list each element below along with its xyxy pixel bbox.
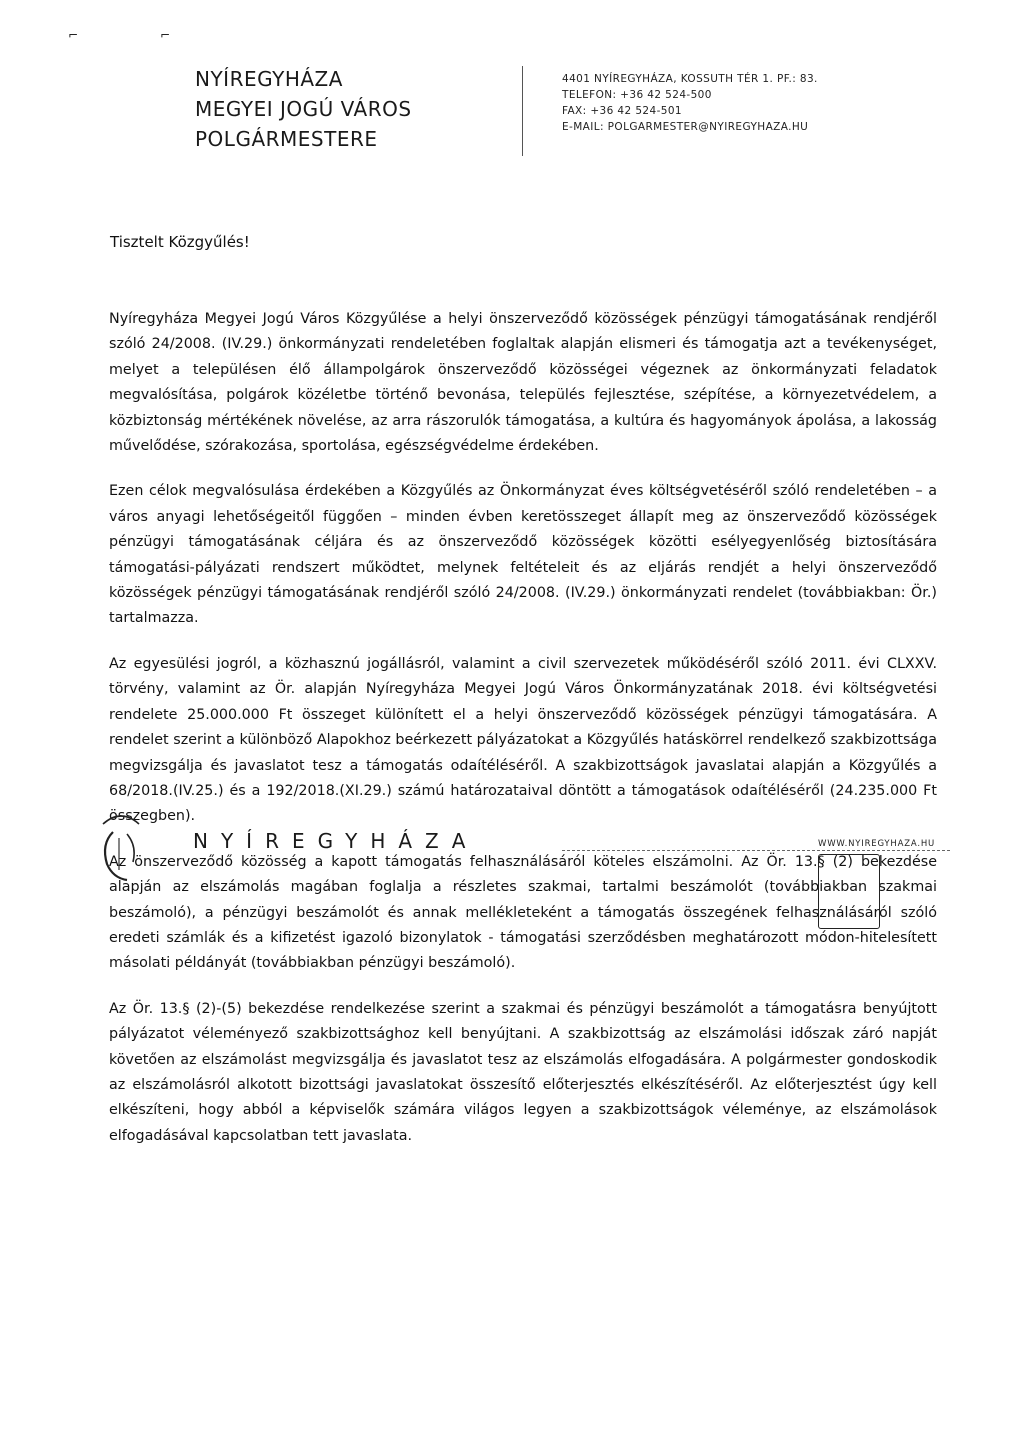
city-name-logo-text: NYÍREGYHÁZA	[193, 829, 479, 853]
office-name-line: MEGYEI JOGÚ VÁROS	[195, 97, 412, 121]
salutation: Tisztelt Közgyűlés!	[110, 233, 250, 251]
scan-mark: ⌐	[160, 28, 171, 42]
paragraph: Nyíregyháza Megyei Jogú Város Közgyűlése a helyi önszerveződő közösségek pénzügyi támogatásának rendjéről szóló 24/2008. (IV.29.) önkormányzati rendeletében foglaltak alapján elismeri és támogatja azt a tevékenységet, melyet a településen élő állampolgárok önszerveződő közösségei végeznek az önkormányzati feladatok megvalósítása, polgárok közéletbe történő bevonása, település fejlesztése, szépítése, a környezetvédelem, a közbiztonság mértékének növelése, az arra rászorulók támogatása, a kultúra és hagyományok ápolása, a lakosság művelődése, szórakozása, sportolása, egészségvédelme érdekében.	[109, 311, 937, 455]
paragraph: Az Ör. 13.§ (2)-(5) bekezdése rendelkezése szerint a szakmai és pénzügyi beszámolót a támogatásra benyújtott pályázatot véleményező szakbizottsághoz kell benyújtani. A szakbizottság az elszámolási időszak záró napját követően az elszámolást megvizsgálja és javaslatot tesz az elszámolás elfogadására. A polgármester gondoskodik az elszámolásról alkotott bizottsági javaslatokat összesítő előterjesztés elkészítéséről. Az előterjesztést úgy kell elkészíteni, hogy abból a képviselők számára világos legyen a szakbizottságok véleménye, az elszámolások elfogadásával kapcsolatban tett javaslata.	[109, 1000, 937, 1144]
contact-phone: TELEFON: +36 42 524-500	[562, 89, 712, 101]
letter-body	[109, 307, 937, 1169]
website-url: WWW.NYIREGYHAZA.HU	[818, 839, 936, 849]
contact-address: 4401 NYÍREGYHÁZA, KOSSUTH TÉR 1. PF.: 83.	[562, 73, 818, 85]
paragraph: Az önszerveződő közösség a kapott támogatás felhasználásáról köteles elszámolni. Az Ör. 13.§ (2) bekezdése alapján az elszámolás magában foglalja a részletes szakmai, tartalmi beszámolót (továbbiakban szakmai beszámoló), a pénzügyi beszámolót és annak mellékleteként a támogatás összegének felhasználásáról szóló eredeti számlák és a kifizetést igazoló bizonylatok - támogatási szerződésben meghatározott módon-hitelesített másolati példányát (továbbiakban pénzügyi beszámoló).	[109, 853, 937, 972]
contact-block	[562, 71, 818, 135]
header-divider	[522, 66, 523, 156]
scan-mark: ⌐	[68, 28, 79, 42]
city-logo-icon	[93, 804, 149, 882]
office-name-line: POLGÁRMESTERE	[195, 127, 378, 151]
footer-rule	[562, 850, 950, 852]
contact-fax: FAX: +36 42 524-501	[562, 105, 682, 117]
stamp-box	[818, 854, 880, 929]
paragraph: Az egyesülési jogról, a közhasznú jogállásról, valamint a civil szervezetek működéséről szóló 2011. évi CLXXV. törvény, valamint az Ör. alapján Nyíregyháza Megyei Jogú Város Önkormányzatának 2018. évi költségvetési rendelete 25.000.000 Ft összeget különített el a helyi önszerveződő közösségek pénzügyi támogatására. A rendelet szerint a különböző Alapokhoz beérkezett pályázatokat a Közgyűlés hatáskörrel rendelkező szakbizottsága megvizsgálja és javaslatot tesz a támogatás odaítéléséről. A szakbizottságok javaslatai alapján a Közgyűlés a 68/2018.(IV.25.) és a 192/2018.(XI.29.) számú határozataival döntött a támogatások odaítéléséről (24.235.000 Ft összegben).	[109, 655, 937, 825]
office-name	[195, 64, 412, 154]
paragraph: Ezen célok megvalósulása érdekében a Közgyűlés az Önkormányzat éves költségvetéséről szóló rendeletében – a város anyagi lehetőségeitől függően – minden évben keretösszeget állapít meg az önszerveződő közösségek pénzügyi támogatásának céljára és az önszerveződő közösségek közötti esélyegyenlőség biztosítására támogatási-pályázati rendszert működtet, melynek feltételeit és az eljárás rendjét a helyi önszerveződő közösségek pénzügyi támogatásának rendjéről szóló 24/2008. (IV.29.) önkormányzati rendelet (továbbiakban: Ör.) tartalmazza.	[109, 483, 937, 627]
contact-email: E-MAIL: POLGARMESTER@NYIREGYHAZA.HU	[562, 121, 809, 133]
office-name-line: NYÍREGYHÁZA	[195, 67, 343, 91]
